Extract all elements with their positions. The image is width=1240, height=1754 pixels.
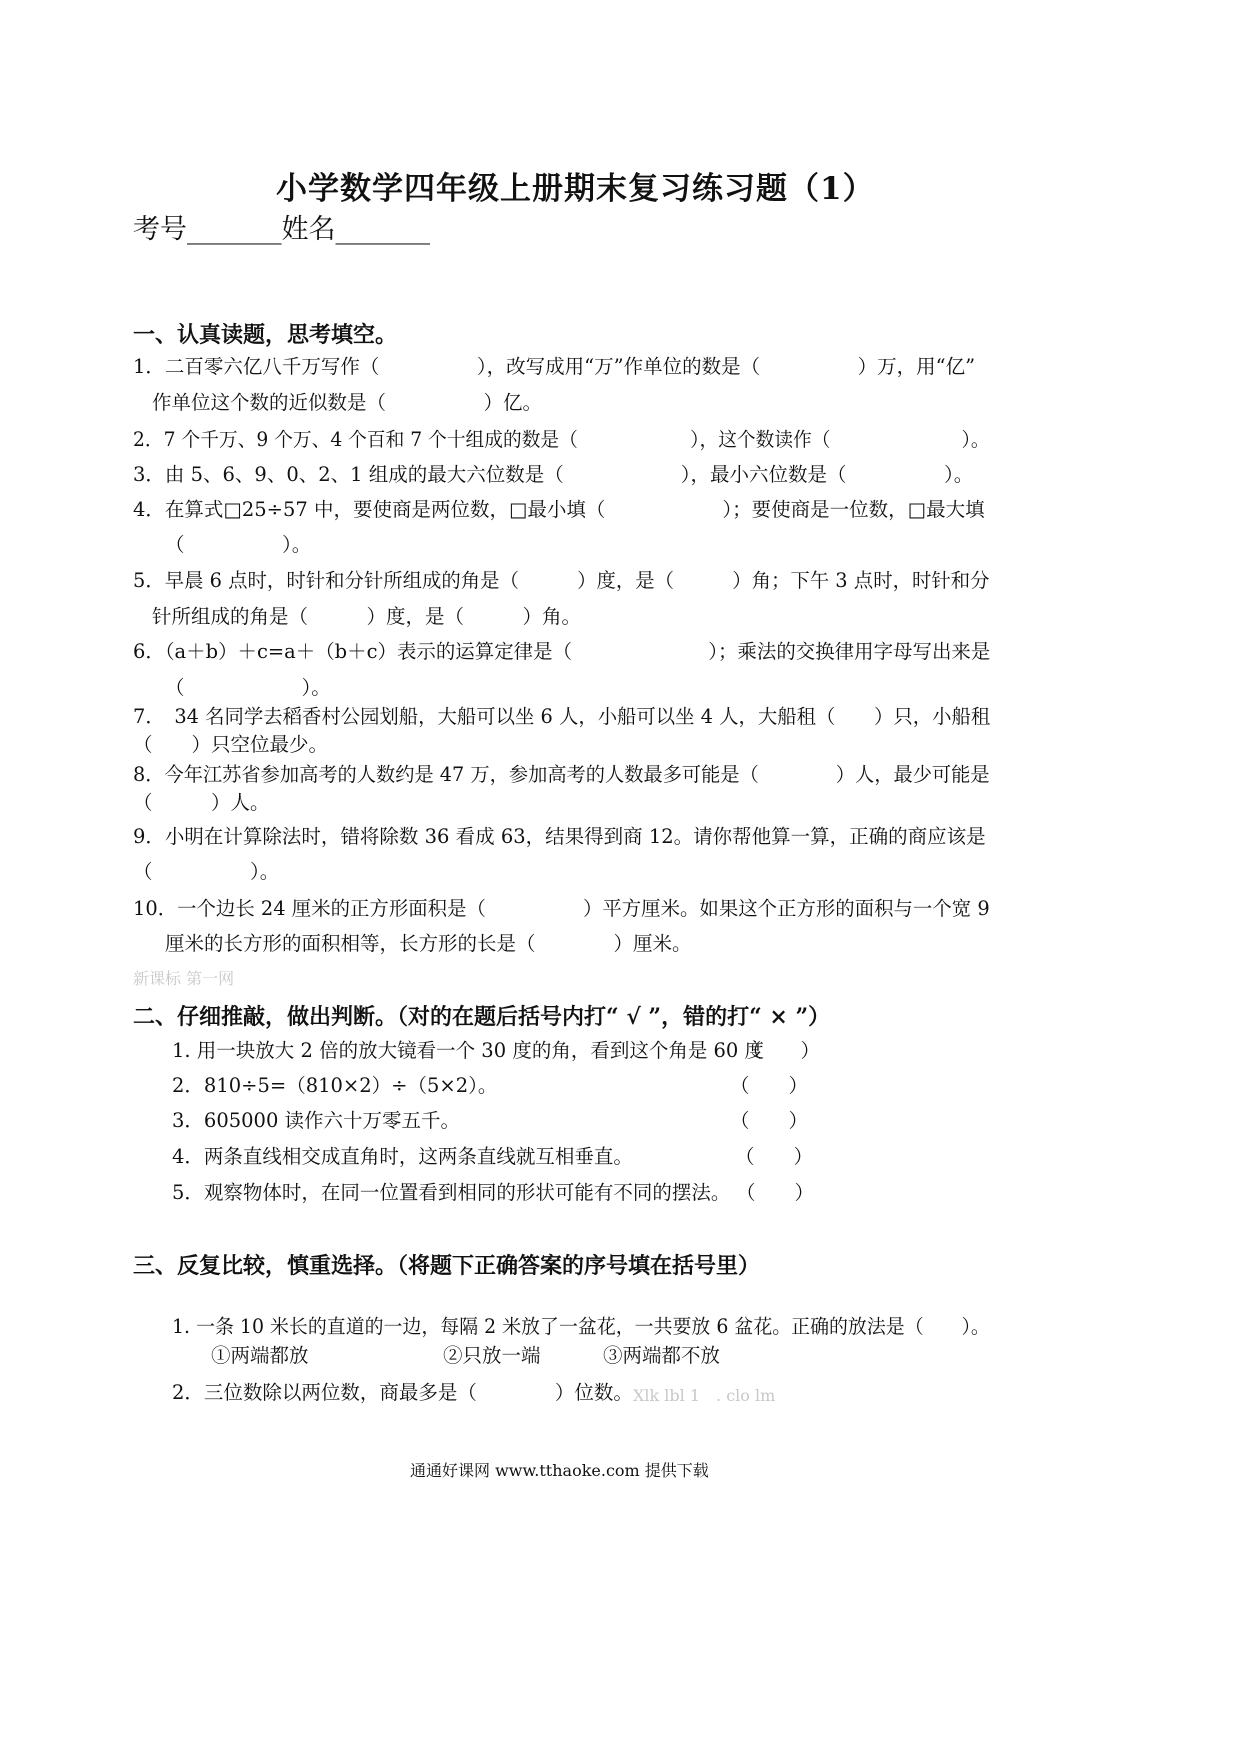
judge-item-text: 5．观察物体时，在同一位置看到相同的形状可能有不同的摆法。: [172, 1181, 731, 1204]
page-footer: 通通好课网 www.tthaoke.com 提供下载: [410, 1461, 709, 1480]
question-line: 针所组成的角是（ ）度，是（ ）角。: [152, 605, 582, 628]
question-line: 1．二百零六亿八千万写作（ ），改写成用“万”作单位的数是（ ）万，用“亿”: [133, 355, 976, 378]
question-line: 8．今年江苏省参加高考的人数约是 47 万，参加高考的人数最多可能是（ ）人，最少可能是: [133, 763, 990, 786]
question-line: 6．（a＋b）＋c=a＋（b＋c）表示的运算定律是（ ）；乘法的交换律用字母写出来是: [133, 640, 991, 663]
choice-option: ③两端都不放: [603, 1344, 721, 1367]
judge-answer-bracket: （ ）: [736, 1181, 815, 1204]
judge-answer-bracket: （ ）: [735, 1145, 814, 1168]
question-line: 4．在算式□25÷57 中，要使商是两位数，□最小填（ ）；要使商是一位数，□最大填: [133, 498, 985, 521]
question-line: （ ）。: [133, 860, 280, 883]
section3-heading: 三、反复比较，慎重选择。（将题下正确答案的序号填在括号里）: [133, 1253, 761, 1279]
question-line: 9．小明在计算除法时，错将除数 36 看成 63，结果得到商 12。请你帮他算一算，正确的商应该是: [133, 825, 986, 848]
question-line: 7． 34 名同学去稻香村公园划船，大船可以坐 6 人，小船可以坐 4 人，大船租（ ）只，小船租: [133, 705, 991, 728]
choice-option: ②只放一端: [443, 1344, 541, 1367]
question-line: 作单位这个数的近似数是（ ）亿。: [152, 391, 543, 414]
judge-answer-bracket: （ ）: [730, 1109, 809, 1132]
judge-item-text: 3．605000 读作六十万零五千。: [172, 1109, 461, 1132]
student-info-line: 考号_______姓名_______: [133, 214, 430, 245]
judge-item-text: 4．两条直线相交成直角时，这两条直线就互相垂直。: [172, 1145, 633, 1168]
choice-question: 2．三位数除以两位数，商最多是（ ）位数。: [172, 1381, 633, 1404]
question-line: 厘米的长方形的面积相等，长方形的长是（ ）厘米。: [165, 932, 692, 955]
question-line: 3．由 5、6、9、0、2、1 组成的最大六位数是（ ），最小六位数是（ ）。: [133, 463, 974, 486]
judge-answer-bracket: （ ）: [742, 1039, 821, 1062]
page-title: 小学数学四年级上册期末复习练习题（1）: [276, 171, 875, 207]
question-line: 10．一个边长 24 厘米的正方形面积是（ ）平方厘米。如果这个正方形的面积与一个宽 9: [133, 897, 990, 920]
choice-option: ①两端都放: [211, 1344, 309, 1367]
question-line: （ ）只空位最少。: [133, 733, 329, 756]
section2-heading: 二、仔细推敲，做出判断。（对的在题后括号内打“ √ ”，错的打“ × ”）: [133, 1004, 831, 1030]
question-line: 2．7 个千万、9 个万、4 个百和 7 个十组成的数是（ ），这个数读作（ ）。: [133, 428, 990, 451]
watermark-text: 新课标 第一网: [133, 969, 235, 988]
choice-question: 1. 一条 10 米长的直道的一边，每隔 2 米放了一盆花，一共要放 6 盆花。正确的放法是（ ）。: [172, 1315, 990, 1338]
question-line: （ ）。: [165, 676, 331, 699]
question-line: （ ）。: [165, 533, 312, 556]
judge-answer-bracket: （ ）: [730, 1074, 809, 1097]
judge-item-text: 1. 用一块放大 2 倍的放大镜看一个 30 度的角，看到这个角是 60 度: [172, 1039, 765, 1062]
watermark-text: Xlk lbl 1 . clo lm: [633, 1386, 776, 1405]
question-line: 5．早晨 6 点时，时针和分针所组成的角是（ ）度，是（ ）角；下午 3 点时，时针和分: [133, 569, 990, 592]
question-line: （ ）人。: [133, 791, 270, 814]
judge-item-text: 2．810÷5=（810×2）÷（5×2）。: [172, 1074, 498, 1097]
section1-heading: 一、认真读题，思考填空。: [133, 322, 398, 348]
